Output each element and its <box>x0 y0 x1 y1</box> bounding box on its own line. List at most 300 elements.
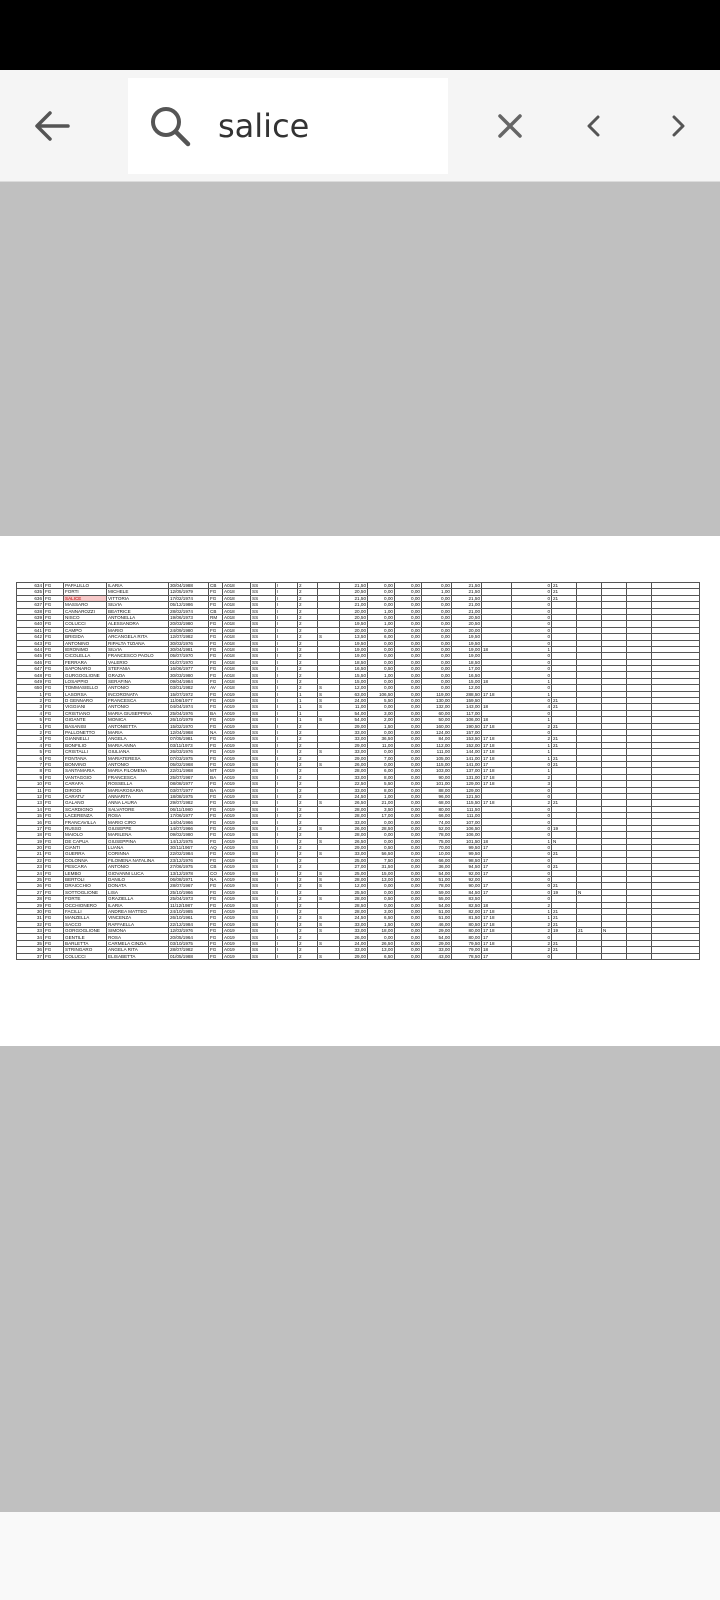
table-cell: 70,00 <box>422 845 452 851</box>
table-cell: MASSARO <box>64 602 107 608</box>
table-cell: GIANNELLI <box>64 736 107 742</box>
table-cell: 12/04/1968 <box>169 729 209 735</box>
table-cell: FG <box>209 940 223 946</box>
table-cell: 17/02/1974 <box>169 595 209 601</box>
table-cell: I <box>276 864 298 870</box>
table-cell: 111,00 <box>422 749 452 755</box>
table-cell: A019 <box>223 864 251 870</box>
table-cell: 0,00 <box>368 678 395 684</box>
table-cell: 0,00 <box>395 915 422 921</box>
table-cell: I <box>276 845 298 851</box>
table-cell: 54,00 <box>340 717 368 723</box>
table-cell: FRANCAVILLA <box>64 819 107 825</box>
table-cell: 0,50 <box>368 666 395 672</box>
table-cell: SACCO <box>64 921 107 927</box>
table-cell: 26,00 <box>340 934 368 940</box>
table-cell: 634 <box>17 583 44 589</box>
table-cell: 11,00 <box>368 742 395 748</box>
table-cell: A018 <box>223 678 251 684</box>
table-cell: 0 <box>512 953 552 959</box>
table-cell: SS <box>251 813 276 819</box>
table-cell: I <box>276 710 298 716</box>
table-cell: 0 <box>512 602 552 608</box>
table-cell: FG <box>44 729 64 735</box>
table-cell: I <box>276 953 298 959</box>
table-cell: 78,00 <box>422 832 452 838</box>
table-cell: 1,00 <box>368 621 395 627</box>
table-cell: A018 <box>223 653 251 659</box>
table-cell: SS <box>251 921 276 927</box>
search-box <box>128 78 448 174</box>
table-cell: 12,00 <box>452 685 482 691</box>
table-cell: A019 <box>223 934 251 940</box>
table-cell: A019 <box>223 908 251 914</box>
table-cell: 20,00 <box>340 608 368 614</box>
table-cell: A018 <box>223 614 251 620</box>
search-input[interactable] <box>218 98 438 154</box>
table-cell: A019 <box>223 915 251 921</box>
table-cell: A018 <box>223 589 251 595</box>
table-cell: 18 <box>482 947 512 953</box>
table-cell: FG <box>209 634 223 640</box>
table-cell: 21,00 <box>452 608 482 614</box>
table-cell: S <box>318 691 340 697</box>
table-cell: 0,50 <box>368 845 395 851</box>
table-cell: 0 <box>512 876 552 882</box>
table-cell: 2 <box>298 614 318 620</box>
table-cell: 0,00 <box>395 896 422 902</box>
table-cell: MARIA ANNA <box>107 742 169 748</box>
table-cell: PALLONETTO <box>64 729 107 735</box>
table-cell: 112,00 <box>422 742 452 748</box>
table-cell: I <box>276 787 298 793</box>
table-cell: LACERENZA <box>64 813 107 819</box>
table-cell: 80,00 <box>452 928 482 934</box>
table-cell: FG <box>44 876 64 882</box>
table-cell: 0,00 <box>395 851 422 857</box>
table-cell: 0,00 <box>395 761 422 767</box>
table-cell: 17 <box>482 883 512 889</box>
table-cell: 16/06/1977 <box>169 666 209 672</box>
table-cell: FG <box>209 800 223 806</box>
table-cell: 29,00 <box>340 723 368 729</box>
table-cell: 7,50 <box>368 857 395 863</box>
table-cell: SS <box>251 838 276 844</box>
table-cell: COLONNA <box>64 857 107 863</box>
table-cell: 2 <box>512 928 552 934</box>
table-cell: TOMMASIELLO <box>64 685 107 691</box>
table-cell: FG <box>209 659 223 665</box>
table-cell: 32 <box>17 921 44 927</box>
table-cell: 2 <box>298 921 318 927</box>
table-cell: ANGELA <box>107 736 169 742</box>
table-cell: 2 <box>298 908 318 914</box>
table-cell: SS <box>251 653 276 659</box>
table-cell: 24,00 <box>340 698 368 704</box>
table-cell: A019 <box>223 806 251 812</box>
table-cell: 0,00 <box>368 583 395 589</box>
table-cell: 21 <box>552 704 577 710</box>
table-cell: 30/03/1976 <box>169 640 209 646</box>
table-cell: SS <box>251 717 276 723</box>
table-cell: ANGELA RITA <box>107 947 169 953</box>
table-cell: 0,00 <box>422 621 452 627</box>
table-cell: CARAFA <box>64 781 107 787</box>
table-cell: 0,00 <box>422 646 452 652</box>
table-cell: FG <box>209 678 223 684</box>
table-cell: 36,50 <box>368 736 395 742</box>
table-cell: FG <box>44 940 64 946</box>
table-cell: 12,00 <box>340 883 368 889</box>
table-cell: FACILLI <box>64 908 107 914</box>
table-cell: SS <box>251 915 276 921</box>
table-cell: 54,00 <box>340 710 368 716</box>
table-cell: 28,00 <box>340 908 368 914</box>
table-cell: 0 <box>512 710 552 716</box>
table-cell: SS <box>251 902 276 908</box>
table-cell: ANDREA MATTEO <box>107 908 169 914</box>
table-cell: 0,00 <box>395 710 422 716</box>
table-cell: 0,00 <box>395 646 422 652</box>
table-cell: 0 <box>512 595 552 601</box>
table-cell: 17 <box>482 864 512 870</box>
ranking-table <box>16 582 700 960</box>
table-cell: 21,00 <box>452 602 482 608</box>
table-cell: CICOLELLA <box>64 653 107 659</box>
table-cell: 99,50 <box>452 851 482 857</box>
table-cell: 21 <box>552 864 577 870</box>
table-cell: 17 18 <box>482 774 512 780</box>
table-cell: 0,00 <box>395 659 422 665</box>
table-cell: A019 <box>223 819 251 825</box>
table-cell: 16 <box>17 819 44 825</box>
table-cell: 17 <box>482 845 512 851</box>
table-cell: 63,00 <box>340 691 368 697</box>
table-cell: 157,00 <box>452 729 482 735</box>
table-cell: SS <box>251 864 276 870</box>
table-cell: I <box>276 896 298 902</box>
table-cell: D GENNARO <box>64 698 107 704</box>
table-cell: 17 <box>482 934 512 940</box>
table-cell: 25/04/1976 <box>169 710 209 716</box>
table-cell: 1,50 <box>368 921 395 927</box>
table-cell: 1 <box>512 838 552 844</box>
table-cell: 21,50 <box>452 583 482 589</box>
table-cell: 1 <box>512 915 552 921</box>
table-cell: A019 <box>223 832 251 838</box>
table-cell: 25,50 <box>340 889 368 895</box>
table-cell: 0 <box>512 813 552 819</box>
table-cell: 23/12/1976 <box>169 857 209 863</box>
table-cell: 0,00 <box>368 883 395 889</box>
table-cell: A019 <box>223 851 251 857</box>
table-cell: 2 <box>298 793 318 799</box>
table-cell: 14/12/1975 <box>169 838 209 844</box>
table-cell: FG <box>44 832 64 838</box>
table-cell: 0 <box>512 864 552 870</box>
table-cell: 80,00 <box>422 806 452 812</box>
table-cell: 137,00 <box>452 768 482 774</box>
table-cell: S <box>318 749 340 755</box>
table-cell: NA <box>209 876 223 882</box>
table-cell: SS <box>251 621 276 627</box>
table-cell: GIUSEPPE <box>107 825 169 831</box>
table-cell: 0 <box>512 896 552 902</box>
close-icon <box>496 112 524 140</box>
table-cell: I <box>276 723 298 729</box>
table-cell: SS <box>251 793 276 799</box>
table-cell: 21 <box>552 761 577 767</box>
table-cell: A019 <box>223 857 251 863</box>
table-cell: 1 <box>298 710 318 716</box>
table-cell: 2 <box>298 902 318 908</box>
table-cell: 642 <box>17 634 44 640</box>
table-cell: I <box>276 736 298 742</box>
table-cell: 0 <box>512 634 552 640</box>
table-cell: 37 <box>17 953 44 959</box>
table-cell: 2 <box>298 653 318 659</box>
clear-button[interactable] <box>484 100 536 152</box>
table-cell: BA <box>209 774 223 780</box>
table-cell: 0,00 <box>368 640 395 646</box>
table-cell: 2 <box>298 947 318 953</box>
table-cell: 8,00 <box>368 774 395 780</box>
table-cell: 19 <box>17 838 44 844</box>
table-cell: 2 <box>298 723 318 729</box>
next-match-button[interactable] <box>652 100 704 152</box>
search-icon <box>148 104 192 148</box>
table-cell: 51,00 <box>422 915 452 921</box>
table-cell: 111,50 <box>452 806 482 812</box>
table-cell: 0,00 <box>368 627 395 633</box>
table-cell: 0,00 <box>395 755 422 761</box>
table-cell: 29,00 <box>422 940 452 946</box>
table-cell: 0,00 <box>395 666 422 672</box>
table-cell: FG <box>209 883 223 889</box>
table-cell: 637 <box>17 602 44 608</box>
table-cell: 0,00 <box>395 698 422 704</box>
table-cell: 33,00 <box>340 787 368 793</box>
table-cell: 21 <box>552 883 577 889</box>
table-cell: FG <box>44 614 64 620</box>
table-cell: ARCANGELA RITA <box>107 634 169 640</box>
table-cell: 1 <box>17 723 44 729</box>
table-cell: 6,00 <box>368 768 395 774</box>
table-cell: 30 <box>17 908 44 914</box>
table-cell: 13 <box>17 800 44 806</box>
table-cell: 20/05/1964 <box>169 934 209 940</box>
table-cell: FG <box>209 723 223 729</box>
table-cell: 0,00 <box>395 864 422 870</box>
table-cell: FG <box>209 742 223 748</box>
table-cell: SS <box>251 889 276 895</box>
table-cell: FG <box>44 934 64 940</box>
table-cell: SS <box>251 940 276 946</box>
table-cell: 20,00 <box>452 627 482 633</box>
back-button[interactable] <box>26 100 78 152</box>
table-cell: OCCHIONERO <box>64 902 107 908</box>
table-cell: FG <box>44 723 64 729</box>
table-cell: SS <box>251 781 276 787</box>
table-cell: 2 <box>512 736 552 742</box>
table-cell: MARIA GIUSEPPINA <box>107 710 169 716</box>
table-cell: 0 <box>512 806 552 812</box>
table-cell: FG <box>209 621 223 627</box>
table-cell: 2 <box>298 640 318 646</box>
table-cell: 0,00 <box>368 646 395 652</box>
table-cell: 0 <box>512 825 552 831</box>
table-cell: 22,50 <box>340 781 368 787</box>
table-cell: FG <box>44 806 64 812</box>
table-cell: 1 <box>512 646 552 652</box>
table-cell: 144,00 <box>452 749 482 755</box>
table-cell: 0,00 <box>395 800 422 806</box>
table-cell: 129,00 <box>452 781 482 787</box>
table-cell: 03/11/1973 <box>169 742 209 748</box>
table-cell: 18 <box>482 704 512 710</box>
table-cell: 5 <box>17 717 44 723</box>
table-cell: 0,00 <box>395 583 422 589</box>
table-cell: S <box>318 915 340 921</box>
table-cell: A019 <box>223 876 251 882</box>
table-cell: I <box>276 774 298 780</box>
table-cell: 33,00 <box>340 749 368 755</box>
table-cell: 159,50 <box>452 698 482 704</box>
table-cell: FG <box>44 666 64 672</box>
table-cell: CAMPO <box>64 627 107 633</box>
table-cell: 0,00 <box>395 595 422 601</box>
table-cell: 0,00 <box>395 940 422 946</box>
table-cell: 36 <box>17 947 44 953</box>
table-cell: SS <box>251 953 276 959</box>
table-cell: SS <box>251 819 276 825</box>
table-cell: 3 <box>17 704 44 710</box>
table-cell: 0,50 <box>368 896 395 902</box>
table-cell: FG <box>209 921 223 927</box>
table-cell: ILARIA <box>107 583 169 589</box>
table-cell: 1 <box>298 704 318 710</box>
table-cell: 01/07/1970 <box>169 659 209 665</box>
table-cell: FG <box>44 698 64 704</box>
table-cell: SS <box>251 691 276 697</box>
table-cell: FG <box>44 634 64 640</box>
table-cell: 17 18 <box>482 921 512 927</box>
table-cell: 5 <box>17 749 44 755</box>
table-cell: 16,50 <box>340 666 368 672</box>
table-cell: RM <box>209 614 223 620</box>
table-cell: FG <box>44 768 64 774</box>
table-cell: LOSAPPIO <box>64 678 107 684</box>
table-cell: BONFILIO <box>64 742 107 748</box>
table-cell: 19 <box>552 825 577 831</box>
table-cell: 17 <box>482 870 512 876</box>
table-cell: 0,00 <box>422 672 452 678</box>
table-cell: 0,00 <box>422 666 452 672</box>
table-cell: S <box>318 921 340 927</box>
table-cell: 0,00 <box>422 634 452 640</box>
table-cell: 25,00 <box>340 857 368 863</box>
table-cell: 21,00 <box>368 800 395 806</box>
table-cell: 0 <box>512 889 552 895</box>
previous-match-button[interactable] <box>568 100 620 152</box>
table-cell: A019 <box>223 902 251 908</box>
table-cell: A019 <box>223 947 251 953</box>
table-cell: FG <box>44 595 64 601</box>
table-cell: FG <box>44 857 64 863</box>
table-cell: S <box>318 800 340 806</box>
table-cell: FG <box>44 583 64 589</box>
table-cell: 0,00 <box>368 819 395 825</box>
table-cell: 0 <box>512 832 552 838</box>
table-cell: 60,00 <box>422 710 452 716</box>
table-cell: 0,00 <box>422 614 452 620</box>
table-cell: A018 <box>223 627 251 633</box>
table-cell: 11/12/1987 <box>169 902 209 908</box>
table-cell: 17 <box>17 825 44 831</box>
table-cell: 2 <box>298 883 318 889</box>
table-cell: 21 <box>552 755 577 761</box>
table-cell: 22 <box>17 857 44 863</box>
table-cell: 17 18 <box>482 915 512 921</box>
table-cell: I <box>276 685 298 691</box>
table-cell: 2 <box>512 947 552 953</box>
table-cell: 643 <box>17 640 44 646</box>
table-cell: FG <box>44 749 64 755</box>
table-cell: 2 <box>298 870 318 876</box>
table-cell: FG <box>44 736 64 742</box>
table-cell: 10 <box>17 781 44 787</box>
table-cell: I <box>276 819 298 825</box>
table-cell: 2 <box>298 678 318 684</box>
table-cell: FG <box>209 819 223 825</box>
table-cell: 1 <box>17 691 44 697</box>
table-cell: 33,00 <box>422 947 452 953</box>
table-cell: 23 <box>17 864 44 870</box>
table-cell: I <box>276 678 298 684</box>
table-cell: SS <box>251 800 276 806</box>
table-cell: 28,50 <box>340 902 368 908</box>
table-cell: A018 <box>223 583 251 589</box>
table-cell: 80,00 <box>452 934 482 940</box>
table-cell: 2 <box>298 934 318 940</box>
table-cell: GENTILE <box>64 934 107 940</box>
table-cell: PESCARA <box>64 864 107 870</box>
table-cell: FG <box>44 781 64 787</box>
table-cell: VALERIO <box>107 659 169 665</box>
table-cell: S <box>318 704 340 710</box>
table-cell: A019 <box>223 940 251 946</box>
table-cell: 29,00 <box>340 755 368 761</box>
table-cell: CB <box>209 608 223 614</box>
table-cell: I <box>276 915 298 921</box>
table-cell: 51,00 <box>422 908 452 914</box>
table-cell: 17 18 <box>482 781 512 787</box>
table-cell: 0,00 <box>368 704 395 710</box>
table-cell: 19,00 <box>340 646 368 652</box>
table-cell: 21,50 <box>340 583 368 589</box>
table-cell: 106,50 <box>452 825 482 831</box>
table-cell: GIGANTE <box>64 717 107 723</box>
table-cell: FG <box>44 691 64 697</box>
table-cell: 17 18 <box>482 742 512 748</box>
table-cell: FG <box>44 947 64 953</box>
table-cell: FG <box>209 640 223 646</box>
table-cell: 3,50 <box>368 806 395 812</box>
table-cell: 25 <box>17 876 44 882</box>
table-cell: A019 <box>223 717 251 723</box>
table-cell: 29 <box>17 902 44 908</box>
table-cell: 0 <box>512 761 552 767</box>
